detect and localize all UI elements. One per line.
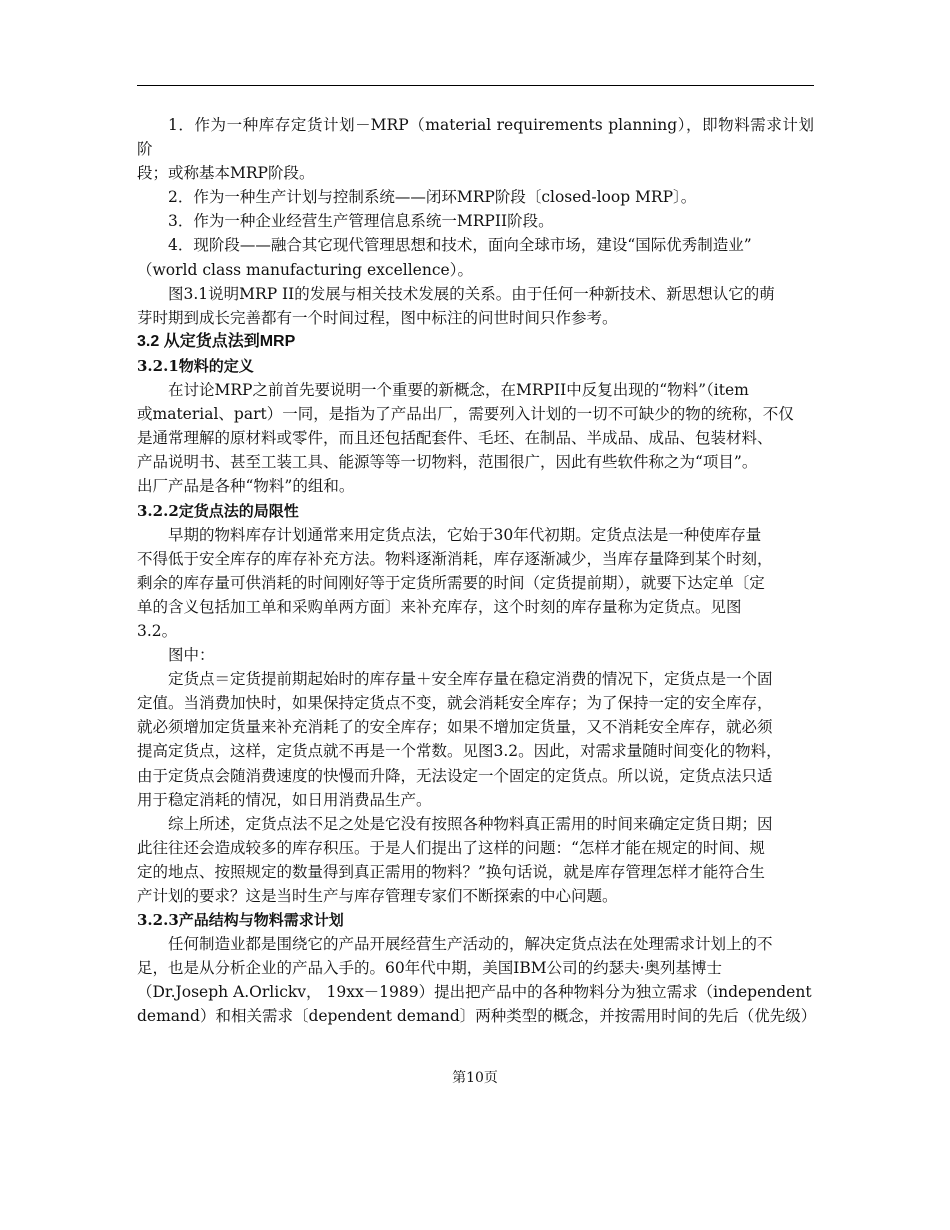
section-heading: 3.2 从定货点法到MRP <box>137 332 296 350</box>
paragraph: 任何制造业都是围绕它的产品开展经营生产活动的，解决定货点法在处理需求计划上的不 足，也是从分析企业的产品入手的。60年代中期，美国IBM公司的约瑟夫·奥列基博士 （Dr.Joseph A.Orlickv， 19xx－1989）提出把产品中的各种物料分为独立需求（independent demand）和相关需求〔dependent demand〕两种类型的概念，并按需用时间的先后（优先级） <box>137 935 817 1026</box>
document-body <box>137 113 817 1029</box>
paragraph: 3．作为一种企业经营生产管理信息系统一MRPII阶段。 <box>168 212 554 231</box>
paragraph: 图中： <box>168 646 215 665</box>
page-number: 第10页 <box>452 1070 498 1086</box>
subsection-heading: 3.2.3产品结构与物料需求计划 <box>137 911 344 930</box>
paragraph: 图3.1说明MRP II的发展与相关技术发展的关系。由于任何一种新技术、新思想认它的萌 芽时期到成长完善都有一个时间过程，图中标注的问世时间只作参考。 <box>137 284 775 327</box>
paragraph: 早期的物料库存计划通常来用定货点法，它始于30年代初期。定货点法是一种使库存量 不得低于安全库存的库存补充方法。物料逐渐消耗，库存逐渐减少，当库存量降到某个时刻， 剩余的库存量可供消耗的时间刚好等于定货所需要的时间（定货提前期），就要下达定单〔定 单的含义包括加工单和采购单两方面〕来补充库存，这个时刻的库存量称为定货点。见图 3.2。 <box>137 525 773 640</box>
paragraph: 综上所述，定货点法不足之处是它没有按照各种物料真正需用的时间来确定定货日期；因 此往往还会造成较多的库存积压。于是人们提出了这样的问题：“怎样才能在规定的时间、规 定的地点、按照规定的数量得到真正需用的物料？”换句话说，就是库存管理怎样才能符合生 产计划的要求？这是当时生产与库存管理专家们不断探索的中心问题。 <box>137 814 773 905</box>
subsection-heading: 3.2.2定货点法的局限性 <box>137 501 299 520</box>
header-rule <box>137 85 814 86</box>
paragraph: 1．作为一种库存定货计划－MRP（material requirements planning），即物料需求计划阶 段；或称基本MRP阶段。 <box>137 116 814 183</box>
subsection-heading: 3.2.1物料的定义 <box>137 356 254 375</box>
paragraph: 4．现阶段——融合其它现代管理思想和技术，面向全球市场，建设“国际优秀制造业” （world class manufacturing excellence）。 <box>137 236 752 279</box>
paragraph: 在讨论MRP之前首先要说明一个重要的新概念，在MRPII中反复出现的“物料”（item 或material、part）一同，是指为了产品出厂，需要列入计划的一切不可缺少的物的统称，不仅 是通常理解的原材料或零件，而且还包括配套件、毛坯、在制品、半成品、成品、包装材料、 产品说明书、甚至工装工具、能源等等一切物料，范围很广，因此有些软件称之为“项目”。 出厂产品是各种“物料”的组和。 <box>137 381 794 496</box>
paragraph: 定货点＝定货提前期起始时的库存量＋安全库存量在稳定消费的情况下，定货点是一个固 定值。当消费加快时，如果保持定货点不变，就会消耗安全库存；为了保持一定的安全库存， 就必须增加定货量来补充消耗了的安全库存；如果不增加定货量，又不消耗安全库存，就必须 提高定货点，这样，定货点就不再是一个常数。见图3.2。因此，对需求量随时间变化的物料， 由于定货点会随消费速度的快慢而升降，无法设定一个固定的定货点。所以说，定货点法只适 用于稳定消耗的情况，如日用消费品生产。 <box>137 670 782 809</box>
paragraph: 2．作为一种生产计划与控制系统——闭环MRP阶段〔closed-loop MRP〕。 <box>168 188 697 207</box>
